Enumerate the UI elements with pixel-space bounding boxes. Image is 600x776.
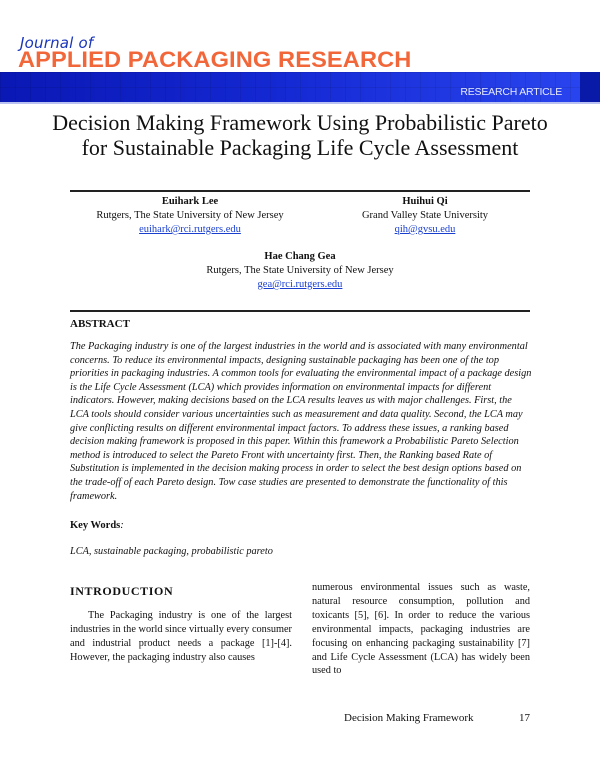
introduction-paragraph: The Packaging industry is one of the largest industries in the world since virtually every consumer and industrial product needs a package [1]-[4]. However, the packaging industry also causes [70, 610, 292, 663]
abstract-divider [70, 310, 530, 312]
journal-prefix: Journal of [20, 34, 94, 52]
author-affiliation: Rutgers, The State University of New Jersey [206, 265, 394, 276]
banner-corner-block [580, 72, 600, 102]
author-email-link[interactable]: euihark@rci.rutgers.edu [139, 224, 241, 235]
title-divider [70, 190, 530, 192]
author-block [70, 195, 310, 237]
keywords-list: LCA, sustainable packaging, probabilistic pareto [70, 546, 273, 557]
article-title: Decision Making Framework Using Probabilistic Pareto for Sustainable Packaging Life Cycle Assessment [52, 110, 548, 160]
abstract-heading: ABSTRACT [70, 318, 130, 330]
keywords-label: Key Words [70, 520, 121, 531]
journal-masthead [0, 0, 600, 110]
introduction-paragraph: numerous environmental issues such as waste, natural resource consumption, pollution and toxicants [5], [6]. In order to reduce the various environmental impacts, packaging industries are focusing on enhancing packaging sustainability [7] and Life Cycle Assessment (LCA) has widely been used to [312, 582, 530, 677]
author-name: Hae Chang Gea [264, 251, 336, 262]
running-title: Decision Making Framework [344, 712, 474, 724]
author-affiliation: Grand Valley State University [361, 210, 489, 221]
journal-banner [0, 72, 600, 104]
article-type-label: RESEARCH ARTICLE [460, 86, 562, 98]
keywords-separator: : [120, 520, 124, 531]
page-number: 17 [519, 712, 530, 724]
journal-name: APPLIED PACKAGING RESEARCH [18, 47, 412, 72]
introduction-left-column [70, 609, 292, 665]
abstract-text: The Packaging industry is one of the largest industries in the world and is associated with many environmental concerns. To reduce its environmental impacts, designing sustainable packaging has been one of the top priorities in packaging industries. A common tools for evaluating the environmental impact of a package design is the Life Cycle Assessment (LCA) which provides information on environmental impacts for different indicators. However, making decisions based on the LCA results leaves us with major challenges. First, the LCA tools should consider various uncertainties such as measurement and data quality. Second, the LCA may give conflicting results on different environmental impact factors. To address these issues, a ranking based decision making framework is proposed in this paper. Within this framework a Probabilistic Pareto Selection method is introduced to select the Pareto Front with uncertainty first. Then, the Ranking based Rate of Substitution is implemented in the decision making process in order to select the best design options based on the trade-off of each Pareto design. Tow case studies are presented to demonstrate the functionality of this framework. [70, 341, 532, 502]
keywords-heading [70, 520, 124, 531]
author-affiliation: Rutgers, The State University of New Jersey [96, 210, 284, 221]
author-name: Euihark Lee [161, 196, 219, 207]
author-email-link[interactable]: gea@rci.rutgers.edu [257, 279, 343, 290]
author-email-link[interactable]: qih@gvsu.edu [394, 224, 456, 235]
author-block [330, 195, 520, 237]
author-name: Huihui Qi [402, 196, 448, 207]
author-block [160, 250, 440, 292]
introduction-right-column [312, 581, 530, 678]
introduction-heading: INTRODUCTION [70, 584, 174, 598]
